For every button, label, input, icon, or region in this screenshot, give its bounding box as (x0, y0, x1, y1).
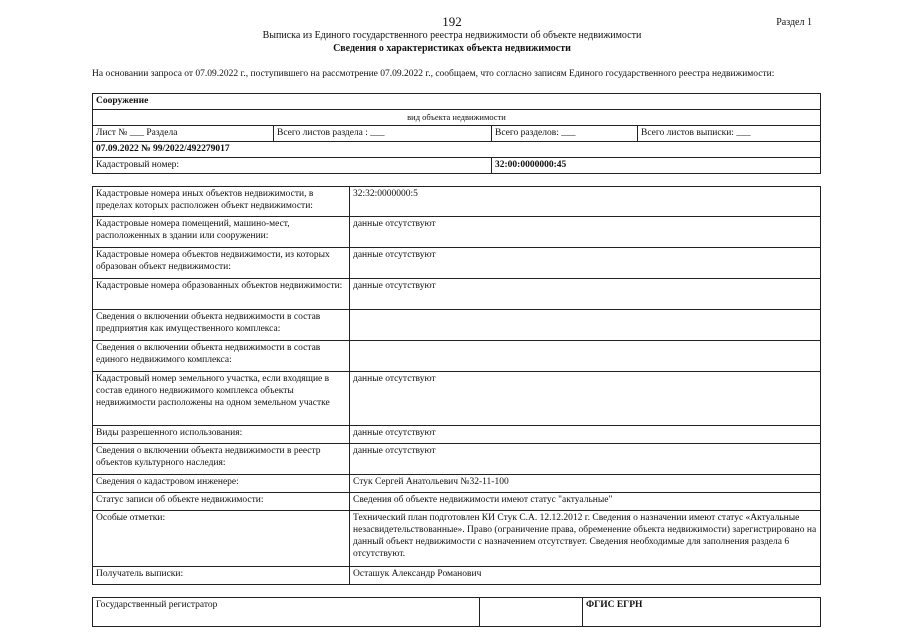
table-row (93, 493, 821, 511)
row-label: Кадастровые номера иных объектов недвижимости, в пределах которых расположен объект недвижимости: (93, 187, 350, 217)
table-row (93, 511, 821, 567)
row-value: данные отсутствуют (350, 217, 821, 248)
row-label: Сведения о включении объекта недвижимости в реестр объектов культурного наследия: (93, 444, 350, 475)
row-label: Сведения о кадастровом инженере: (93, 475, 350, 493)
row-label: Кадастровые номера объектов недвижимости, из которых образован объект недвижимости: (93, 248, 350, 279)
row-label: Особые отметки: (93, 511, 350, 567)
row-value: данные отсутствуют (350, 248, 821, 279)
row-value (350, 310, 821, 341)
row-value (350, 341, 821, 372)
cadastral-value: 32:00:0000000:45 (492, 158, 821, 174)
row-label: Сведения о включении объекта недвижимости в состав единого недвижимого комплекса: (93, 341, 350, 372)
row-label: Сведения о включении объекта недвижимости в состав предприятия как имущественного комплекса: (93, 310, 350, 341)
sheets-in-section: Всего листов раздела : ___ (274, 126, 492, 142)
page-number: 192 (442, 14, 462, 29)
table-row (93, 475, 821, 493)
cadastral-label: Кадастровый номер: (93, 158, 492, 174)
row-label: Кадастровый номер земельного участка, если входящие в состав единого недвижимого комплекса объекты недвижимости расположены на одном земельном участке (93, 372, 350, 426)
sheet-number: Лист № ___ Раздела (93, 126, 274, 142)
system-name: ФГИС ЕГРН (583, 598, 821, 627)
table-row (93, 567, 821, 585)
row-label: Статус записи об объекте недвижимости: (93, 493, 350, 511)
table-row (93, 341, 821, 372)
table-row (93, 372, 821, 426)
row-value: Осташук Александр Романович (350, 567, 821, 585)
characteristics-table (92, 186, 821, 585)
document-subtitle: Сведения о характеристиках объекта недвижимости (333, 43, 571, 54)
sheets-total: Всего листов выписки: ___ (638, 126, 821, 142)
section-label: Раздел 1 (776, 17, 812, 28)
footer-table (92, 597, 821, 627)
row-value: данные отсутствуют (350, 279, 821, 310)
row-value: данные отсутствуют (350, 444, 821, 475)
row-value: Сведения об объекте недвижимости имеют статус "актуальные" (350, 493, 821, 511)
table-row (93, 217, 821, 248)
date-number: 07.09.2022 № 99/2022/492279017 (93, 142, 821, 158)
header-table (92, 93, 821, 174)
registrar-label: Государственный регистратор (93, 598, 480, 627)
object-type: Сооружение (93, 94, 821, 110)
table-row (93, 248, 821, 279)
object-type-caption: вид объекта недвижимости (93, 110, 821, 126)
row-label: Виды разрешенного использования: (93, 426, 350, 444)
signature-cell (480, 598, 583, 627)
row-label: Кадастровые номера помещений, машино-мест, расположенных в здании или сооружении: (93, 217, 350, 248)
row-label: Получатель выписки: (93, 567, 350, 585)
table-row (93, 187, 821, 217)
table-row (93, 310, 821, 341)
row-value: 32:32:0000000:5 (350, 187, 821, 217)
basis-text: На основании запроса от 07.09.2022 г., поступившего на рассмотрение 07.09.2022 г., сообщаем, что согласно записям Единого государственного реестра недвижимости: (92, 69, 775, 79)
table-row (93, 426, 821, 444)
row-value: данные отсутствуют (350, 426, 821, 444)
document-title: Выписка из Единого государственного реестра недвижимости об объекте недвижимости (262, 30, 642, 41)
special-notes-value: Технический план подготовлен КИ Стук С.А. 12.12.2012 г. Сведения о назначении имеют статус «Актуальные незасвидетельствованные». Право (ограничение права, обременение объекта недвижимости) зарегистрировано на данный объект недвижимости с назначением отсутствует. Сведения необходимые для заполнения раздела 6 отсутствуют. (350, 511, 821, 567)
sections-total: Всего разделов: ___ (492, 126, 638, 142)
row-label: Кадастровые номера образованных объектов недвижимости: (93, 279, 350, 310)
table-row (93, 444, 821, 475)
row-value: Стук Сергей Анатольевич №32-11-100 (350, 475, 821, 493)
table-row (93, 279, 821, 310)
row-value: данные отсутствуют (350, 372, 821, 426)
